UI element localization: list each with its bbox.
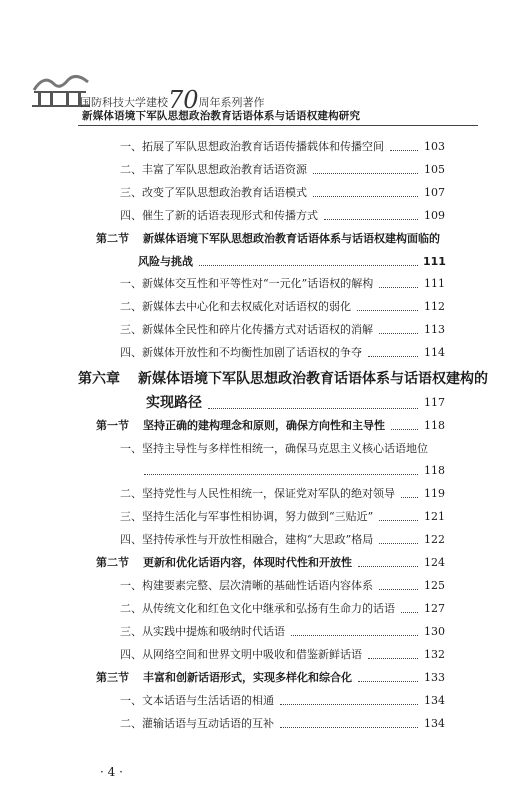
running-header (0, 0, 510, 125)
leader-dots (379, 520, 418, 521)
chapter-heading (78, 370, 488, 388)
toc-entry (120, 442, 445, 456)
section-heading (96, 556, 445, 570)
toc-page-number: 122 (424, 533, 445, 546)
toc-entry (120, 209, 445, 223)
header-divider (78, 125, 478, 126)
toc-page-number: 105 (424, 163, 445, 176)
section-title: 风险与挑战 (138, 255, 193, 268)
toc-page-number: 134 (424, 717, 445, 730)
section-title: 更新和优化话语内容，体现时代性和开放性 (143, 556, 352, 569)
section-heading (96, 232, 445, 246)
toc-entry (120, 163, 445, 177)
toc-page-number: 111 (424, 277, 445, 290)
section-title: 坚持正确的建构理念和原则，确保方向性和主导性 (143, 419, 385, 432)
toc-page-number: 114 (424, 346, 445, 359)
toc-entry-text: 一、新媒体交互性和平等性对“一元化”话语权的解构 (120, 277, 374, 290)
toc-page-number: 118 (424, 419, 445, 432)
toc-entry-text: 二、丰富了军队思想政治教育话语资源 (120, 163, 307, 176)
leader-dots (208, 408, 418, 409)
leader-dots (401, 612, 418, 613)
leader-dots (379, 543, 418, 544)
toc-entry (120, 323, 445, 337)
toc-page-number: 112 (424, 300, 445, 313)
toc-entry-text: 三、改变了军队思想政治教育话语模式 (120, 186, 307, 199)
toc-entry (120, 602, 445, 616)
series-suffix: 周年系列著作 (198, 96, 265, 109)
toc-page-number: 121 (424, 510, 445, 523)
toc-entry-text: 一、构建要素完整、层次清晰的基础性话语内容体系 (120, 579, 373, 592)
section-title: 丰富和创新话语形式，实现多样化和综合化 (143, 671, 352, 684)
leader-dots (280, 704, 418, 705)
toc-entry-text: 二、新媒体去中心化和去权威化对话语权的弱化 (120, 300, 351, 313)
toc-page-number: 125 (424, 579, 445, 592)
toc-entry (120, 277, 445, 291)
section-label: 第二节 (96, 556, 129, 569)
toc-entry-text: 四、坚持传承性与开放性相融合，建构“大思政”格局 (120, 533, 374, 546)
toc-entry (120, 510, 445, 524)
leader-dots (379, 333, 418, 334)
toc-entry-text: 四、新媒体开放性和不均衡性加剧了话语权的争夺 (120, 346, 362, 359)
leader-dots (401, 497, 418, 498)
toc-entry (120, 186, 445, 200)
leader-dots (291, 635, 418, 636)
toc-page-number: 119 (424, 487, 445, 500)
leader-dots (379, 287, 418, 288)
toc-entry (120, 694, 445, 708)
toc-entry-text: 二、从传统文化和红色文化中继承和弘扬有生命力的话语 (120, 602, 395, 615)
toc-page-number: 109 (424, 209, 445, 222)
section-title: 新媒体语境下军队思想政治教育话语体系与话语权建构面临的 (143, 232, 440, 245)
toc-entry-text: 三、坚持生活化与军事性相协调，努力做到“三贴近” (120, 510, 374, 523)
leader-dots (358, 681, 418, 682)
toc-entry (120, 625, 445, 639)
toc-page-number: 113 (424, 323, 445, 336)
toc-page-number: 117 (424, 396, 445, 409)
chapter-heading-continuation (146, 394, 445, 412)
leader-dots (144, 474, 418, 475)
leader-dots (358, 566, 418, 567)
toc-entry-text: 一、坚持主导性与多样性相统一，确保马克思主义核心话语地位 (120, 442, 428, 455)
toc-entry-text: 三、从实践中提炼和吸纳时代话语 (120, 625, 285, 638)
toc-entry (120, 717, 445, 731)
section-label: 第三节 (96, 671, 129, 684)
toc-entry-text: 二、灌输话语与互动话语的互补 (120, 717, 274, 730)
toc-entry-text: 一、拓展了军队思想政治教育话语传播载体和传播空间 (120, 140, 384, 153)
toc-page-number: 111 (423, 255, 446, 268)
leader-dots (368, 356, 418, 357)
section-label: 第一节 (96, 419, 129, 432)
toc-page-number: 133 (424, 671, 445, 684)
toc-entry-text: 四、催生了新的话语表现形式和传播方式 (120, 209, 318, 222)
toc-entry-text: 一、文本话语与生活话语的相通 (120, 694, 274, 707)
toc-entry (120, 300, 445, 314)
toc-page-number: 132 (424, 648, 445, 661)
toc-page-number: 103 (424, 140, 445, 153)
leader-dots (324, 219, 418, 220)
toc-entry (120, 579, 445, 593)
leader-dots (357, 310, 418, 311)
leader-dots (280, 727, 418, 728)
section-heading-continuation (138, 255, 445, 269)
book-title: 新媒体语境下军队思想政治教育话语体系与话语权建构研究 (82, 110, 361, 122)
page-number: · 4 · (100, 765, 123, 779)
series-number: 70 (168, 86, 199, 114)
leader-dots (313, 196, 418, 197)
toc-entry-text: 二、坚持党性与人民性相统一，保证党对军队的绝对领导 (120, 487, 395, 500)
leader-dots (391, 429, 418, 430)
toc-entry-text: 三、新媒体全民性和碎片化传播方式对话语权的消解 (120, 323, 373, 336)
toc-entry (120, 648, 445, 662)
toc-page-number: 107 (424, 186, 445, 199)
section-label: 第二节 (96, 232, 129, 245)
chapter-title: 新媒体语境下军队思想政治教育话语体系与话语权建构的 (138, 371, 488, 387)
leader-dots (379, 589, 418, 590)
toc-page-number: 130 (424, 625, 445, 638)
toc-page-number: 127 (424, 602, 445, 615)
series-prefix: 国防科技大学建校 (80, 96, 168, 109)
toc-entry (120, 533, 445, 547)
leader-dots (313, 173, 418, 174)
toc-entry-continuation (138, 464, 445, 478)
toc-entry (120, 487, 445, 501)
leader-dots (199, 265, 418, 266)
section-heading (96, 419, 445, 433)
leader-dots (368, 658, 418, 659)
toc-entry (120, 346, 445, 360)
toc-entry (120, 140, 445, 154)
toc-entry-text: 四、从网络空间和世界文明中吸收和借鉴新鲜话语 (120, 648, 362, 661)
chapter-title: 实现路径 (146, 395, 202, 411)
toc-page-number: 134 (424, 694, 445, 707)
chapter-label: 第六章 (78, 371, 120, 387)
toc-page-number: 118 (424, 464, 445, 477)
leader-dots (390, 150, 418, 151)
toc-page-number: 124 (424, 556, 445, 569)
section-heading (96, 671, 445, 685)
